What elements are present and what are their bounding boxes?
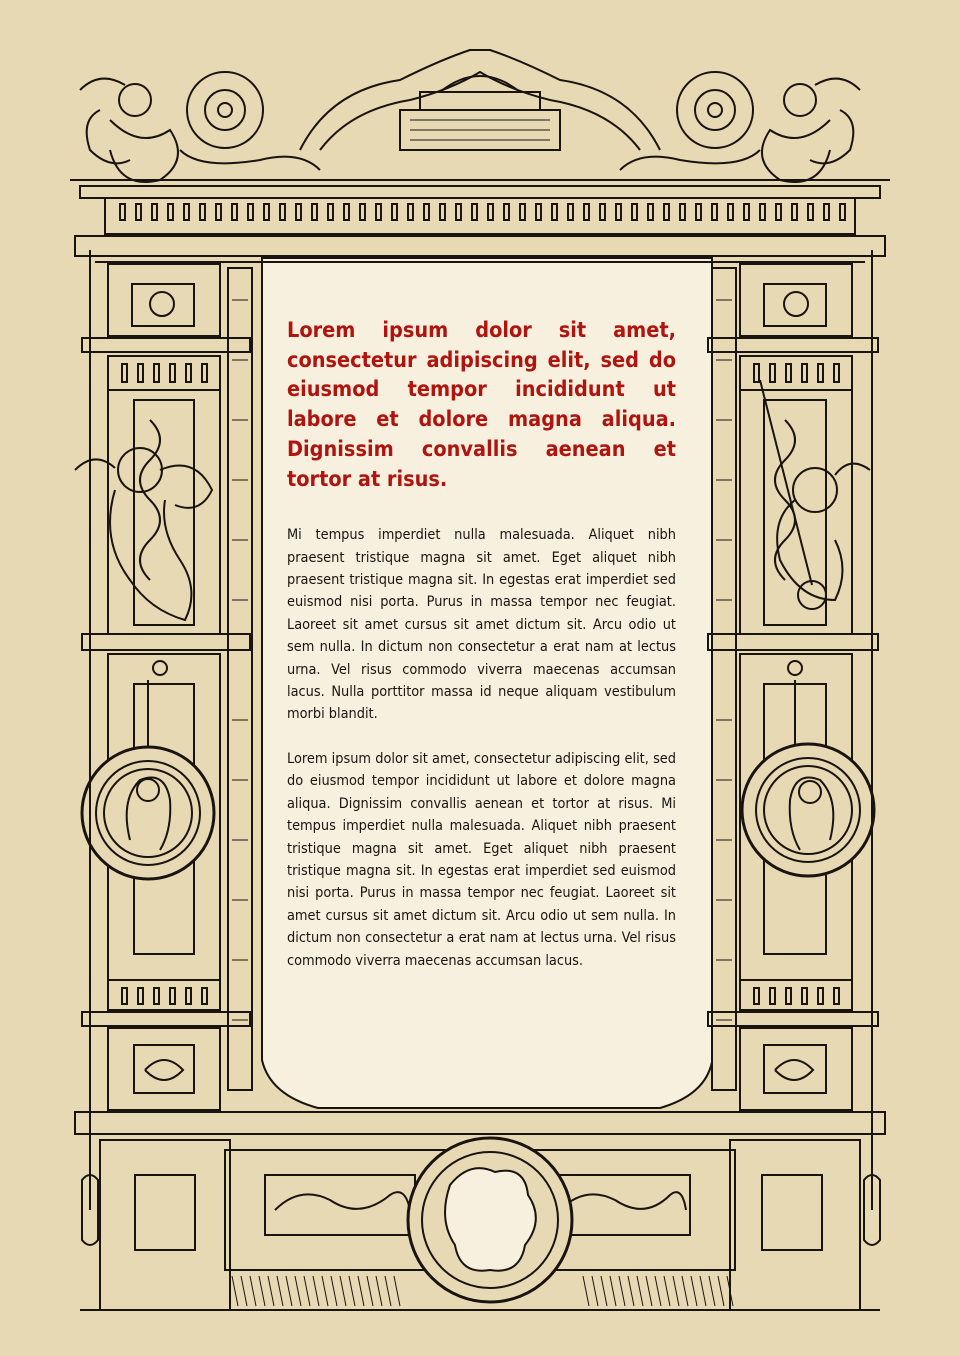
pillar-slot: [170, 364, 175, 382]
pillar-slot: [834, 364, 839, 382]
hatch-line: [628, 1276, 634, 1306]
hatch-line: [376, 1276, 382, 1306]
cornice-dentil: [328, 204, 333, 220]
bottom-base: [75, 1112, 885, 1310]
pillar-slot: [786, 988, 791, 1004]
hatch-line: [331, 1276, 337, 1306]
cornice-dentil: [376, 204, 381, 220]
pillar-slot: [202, 364, 207, 382]
cornice-dentil: [488, 204, 493, 220]
right-slot-row-top: [754, 364, 839, 382]
pillar-slot: [802, 364, 807, 382]
hatch-line: [718, 1276, 724, 1306]
hatch-line: [619, 1276, 625, 1306]
cornice-dentil: [616, 204, 621, 220]
right-slot-row-bottom: [754, 988, 839, 1004]
pillar-slot: [138, 364, 143, 382]
pillar-slot: [138, 988, 143, 1004]
heading: Lorem ipsum dolor sit amet, consectetur adipiscing elit, sed do eiusmod tempor incididunt ut labore et dolore magna aliqua. Dignissim convallis aenean et tortor at risus.: [287, 318, 676, 492]
hatch-line: [601, 1276, 607, 1306]
cornice-dentil: [408, 204, 413, 220]
cornice-dentil: [168, 204, 173, 220]
hatch-line: [358, 1276, 364, 1306]
cornice-dentil: [536, 204, 541, 220]
right-pillar: [708, 250, 880, 1245]
pillar-slot: [202, 988, 207, 1004]
left-pillar: [75, 250, 252, 1245]
hatch-line: [646, 1276, 652, 1306]
paragraph-2: Lorem ipsum dolor sit amet, consectetur adipiscing elit, sed do eiusmod tempor incididunt ut labore et dolore magna aliqua. Dignissim convallis aenean et tortor at risus. Mi tempus imperdiet nulla malesuada. Aliquet nibh praesent tristique magna sit amet. Eget aliquet nibh praesent tristique magna sit. In egestas erat imperdiet sed euismod nisi porta. Purus in massa tempor nec feugiat. Laoreet sit amet cursus sit amet dictum sit. Arcu odio ut sem nulla. In dictum non consectetur a erat nam at lectus urna. Vel risus commodo viverra maecenas accumsan lacus.: [287, 750, 676, 969]
hatch-line: [286, 1276, 292, 1306]
pillar-slot: [122, 988, 127, 1004]
hatch-line: [250, 1276, 256, 1306]
cornice-dentil: [696, 204, 701, 220]
pillar-slot: [154, 988, 159, 1004]
hatch-line: [313, 1276, 319, 1306]
cornice-dentil: [264, 204, 269, 220]
cornice-dentil: [792, 204, 797, 220]
hatch-line: [700, 1276, 706, 1306]
top-crest-ornament: [80, 50, 860, 182]
cornice-dentil: [424, 204, 429, 220]
cornice-dentil: [184, 204, 189, 220]
hatch-line: [691, 1276, 697, 1306]
pillar-slot: [802, 988, 807, 1004]
cornice-dentil: [744, 204, 749, 220]
cornice-dentil: [568, 204, 573, 220]
hatch-line: [655, 1276, 661, 1306]
hatch-line: [268, 1276, 274, 1306]
cornice-dentil: [248, 204, 253, 220]
cornice-dentil: [760, 204, 765, 220]
hatch-line: [385, 1276, 391, 1306]
hatch-line: [709, 1276, 715, 1306]
hatch-line: [241, 1276, 247, 1306]
left-slot-row-top: [122, 364, 207, 382]
pillar-slot: [170, 988, 175, 1004]
cornice-dentil: [648, 204, 653, 220]
hatch-line: [664, 1276, 670, 1306]
pillar-slot: [818, 988, 823, 1004]
pillar-slot: [154, 364, 159, 382]
hatch-line: [259, 1276, 265, 1306]
hatch-line: [673, 1276, 679, 1306]
pillar-slot: [786, 364, 791, 382]
cornice-dentil: [296, 204, 301, 220]
cornice-dentil: [664, 204, 669, 220]
hatch-line: [295, 1276, 301, 1306]
cornice-dentil: [200, 204, 205, 220]
cornice-dentil: [456, 204, 461, 220]
text-block: [287, 316, 676, 994]
pillar-slot: [186, 988, 191, 1004]
cornice-dentil: [232, 204, 237, 220]
cornice-dentils: [120, 204, 845, 220]
cornice-dentil: [312, 204, 317, 220]
hatch-line: [583, 1276, 589, 1306]
pillar-slot: [834, 988, 839, 1004]
cornice-dentil: [600, 204, 605, 220]
hatch-line: [592, 1276, 598, 1306]
cornice-dentil: [840, 204, 845, 220]
hatch-line: [340, 1276, 346, 1306]
left-slot-row-bottom: [122, 988, 207, 1004]
cornice-dentil: [584, 204, 589, 220]
hatch-line: [304, 1276, 310, 1306]
hatch-line: [322, 1276, 328, 1306]
hatch-line: [394, 1276, 400, 1306]
hatch-line: [610, 1276, 616, 1306]
cornice-dentil: [632, 204, 637, 220]
hatch-line: [232, 1276, 238, 1306]
cornice-dentil: [520, 204, 525, 220]
cornice-dentil: [120, 204, 125, 220]
pillar-slot: [754, 988, 759, 1004]
cornice-dentil: [824, 204, 829, 220]
cornice-dentil: [808, 204, 813, 220]
pillar-slot: [818, 364, 823, 382]
cornice-dentil: [680, 204, 685, 220]
hatch-line: [349, 1276, 355, 1306]
cornice-dentil: [280, 204, 285, 220]
cornice-dentil: [440, 204, 445, 220]
cornice-dentil: [344, 204, 349, 220]
pillar-slot: [770, 364, 775, 382]
cornice-dentil: [360, 204, 365, 220]
pillar-slot: [186, 364, 191, 382]
cornice-dentil: [152, 204, 157, 220]
top-cornice: [70, 180, 890, 262]
cornice-dentil: [136, 204, 141, 220]
hatch-line: [637, 1276, 643, 1306]
paragraph-1: Mi tempus imperdiet nulla malesuada. Aliquet nibh praesent tristique magna sit amet. Eget aliquet nibh praesent tristique magna sit. In egestas erat imperdiet sed euismod nisi porta. Purus in massa tempor nec feugiat. Laoreet sit amet cursus sit amet dictum sit. Arcu odio ut sem nulla. In dictum non consectetur a erat nam at lectus urna. Vel risus commodo viverra maecenas accumsan lacus. Nulla porttitor massa id neque aliquam vestibulum morbi blandit.: [287, 527, 676, 723]
cornice-dentil: [504, 204, 509, 220]
cornice-dentil: [472, 204, 477, 220]
hatch-line: [367, 1276, 373, 1306]
cornice-dentil: [552, 204, 557, 220]
hatch-line: [682, 1276, 688, 1306]
pillar-slot: [754, 364, 759, 382]
hatch-line: [277, 1276, 283, 1306]
cornice-dentil: [728, 204, 733, 220]
pillar-slot: [122, 364, 127, 382]
cornice-dentil: [712, 204, 717, 220]
cornice-dentil: [776, 204, 781, 220]
cornice-dentil: [216, 204, 221, 220]
pillar-slot: [770, 988, 775, 1004]
cornice-dentil: [392, 204, 397, 220]
